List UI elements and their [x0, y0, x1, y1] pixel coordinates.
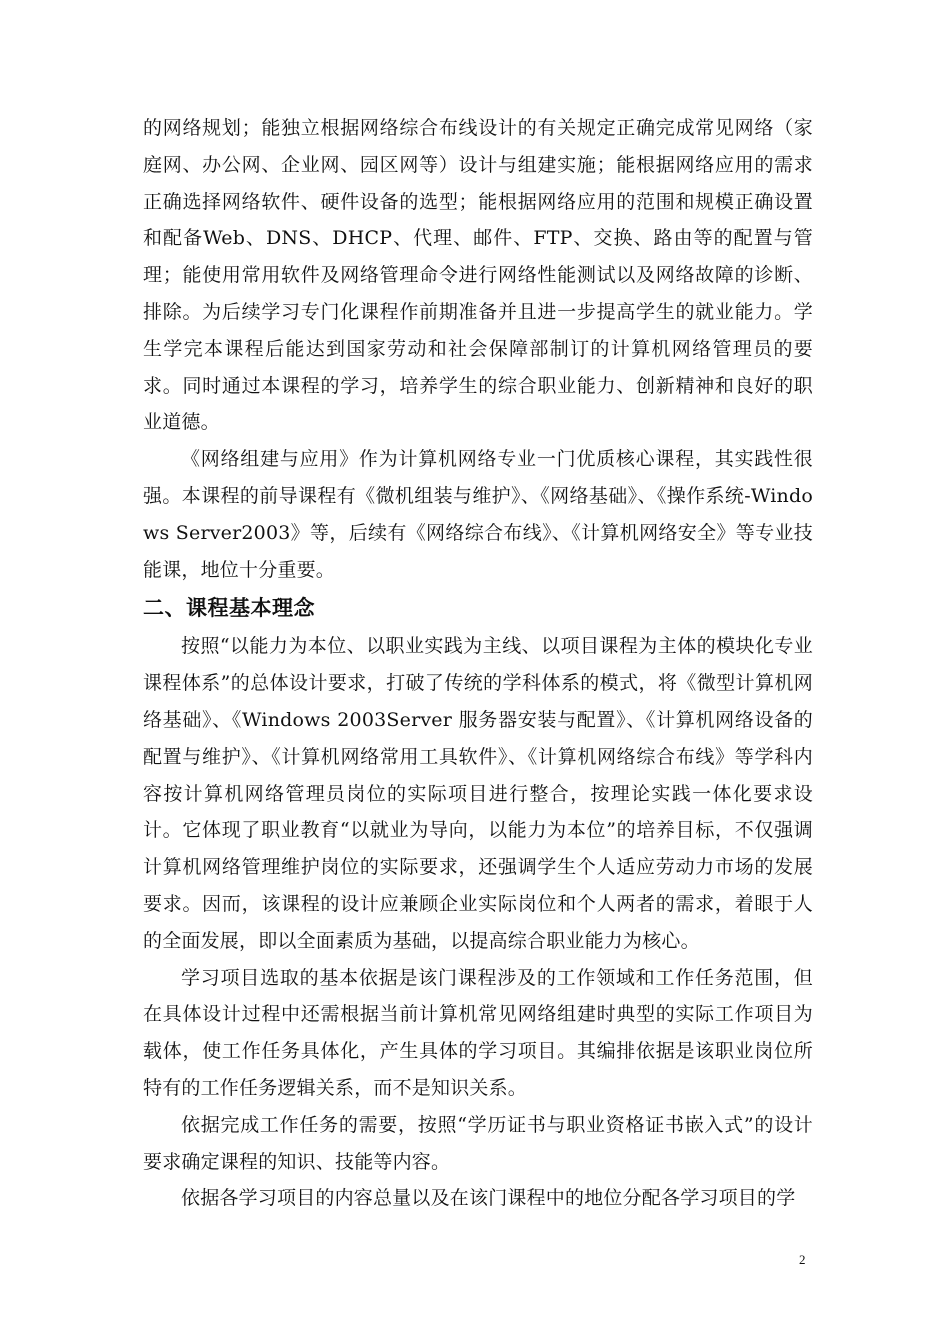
paragraph-project-selection: 学习项目选取的基本依据是该门课程涉及的工作领域和工作任务范围，但在具体设计过程中还需根据当前计算机常见网络组建时典型的实际工作项目为载体，使工作任务具体化，产生具体的学习项目。其编排依据是该职业岗位所特有的工作任务逻辑关系，而不是知识关系。 [143, 966, 813, 1099]
paragraph-course-position: 《网络组建与应用》作为计算机网络专业一门优质核心课程，其实践性很强。本课程的前导课程有《微机组装与维护》、《网络基础》、《操作系统-Windows Server2003》等，后续有《网络综合布线》、《计算机网络安全》等专业技能课，地位十分重要。 [143, 448, 813, 581]
paragraph-network-planning: 的网络规划；能独立根据网络综合布线设计的有关规定正确完成常见网络（家庭网、办公网、企业网、园区网等）设计与组建实施；能根据网络应用的需求正确选择网络软件、硬件设备的选型；能根据网络应用的范围和规模正确设置和配备Web、DNS、DHCP、代理、邮件、FTP、交换、路由等的配置与管理；能使用常用软件及网络管理命令进行网络性能测试以及网络故障的诊断、排除。为后续学习专门化课程作前期准备并且进一步提高学生的就业能力。学生学完本课程后能达到国家劳动和社会保障部制订的计算机网络管理员的要求。同时通过本课程的学习，培养学生的综合职业能力、创新精神和良好的职业道德。 [143, 117, 813, 434]
section-heading-course-philosophy: 二、课程基本理念 [143, 596, 315, 621]
document-body [143, 110, 813, 1217]
page-number: 2 [799, 1252, 806, 1267]
paragraph-content-allocation: 依据各学习项目的内容总量以及在该门课程中的地位分配各学习项目的学 [181, 1187, 796, 1210]
paragraph-design-requirements: 按照“以能力为本位、以职业实践为主线、以项目课程为主体的模块化专业课程体系”的总体设计要求，打破了传统的学科体系的模式，将《微型计算机网络基础》、《Windows 2003Server 服务器安装与配置》、《计算机网络设备的配置与维护》、《计算机网络常用工具软件》、《计算机网络综合布线》等学科内容按计算机网络管理员岗位的实际项目进行整合，按理论实践一体化要求设计。它体现了职业教育“以就业为导向，以能力为本位”的培养目标，不仅强调计算机网络管理维护岗位的实际要求，还强调学生个人适应劳动力市场的发展要求。因而，该课程的设计应兼顾企业实际岗位和个人两者的需求，着眼于人的全面发展，即以全面素质为基础，以提高综合职业能力为核心。 [143, 635, 813, 952]
paragraph-task-needs: 依据完成工作任务的需要，按照“学历证书与职业资格证书嵌入式”的设计要求确定课程的知识、技能等内容。 [143, 1113, 813, 1173]
